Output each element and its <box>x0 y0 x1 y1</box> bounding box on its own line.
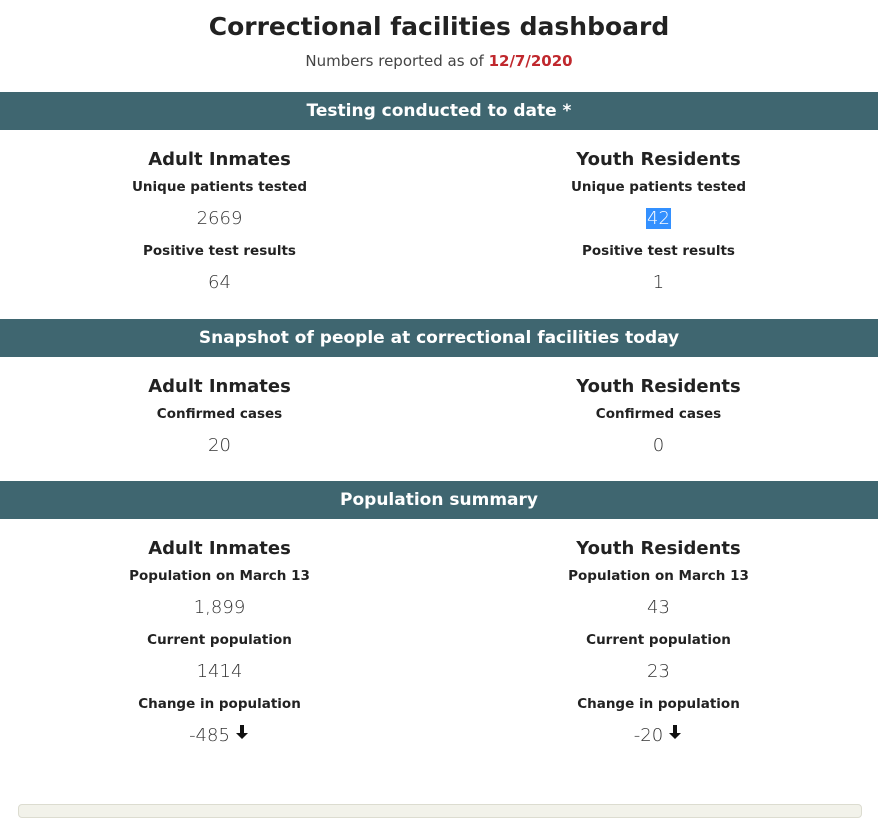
testing-section-header: Testing conducted to date * <box>0 92 878 130</box>
population-adult-column <box>0 534 439 756</box>
testing-adult-column <box>0 145 439 303</box>
population-adult-change-value: -485 <box>189 725 230 746</box>
testing-adult-tested-label: Unique patients tested <box>131 179 308 195</box>
snapshot-youth-column <box>439 372 878 466</box>
testing-youth-tested-value[interactable]: 42 <box>647 208 670 229</box>
testing-youth-positive-value: 1 <box>652 272 665 293</box>
population-adult-march-label: Population on March 13 <box>129 568 310 584</box>
testing-adult-positive-label: Positive test results <box>143 243 296 259</box>
population-adult-title: Adult Inmates <box>148 538 291 559</box>
population-youth-march-label: Population on March 13 <box>568 568 749 584</box>
arrow-down-icon <box>667 715 683 755</box>
snapshot-section <box>0 319 878 481</box>
population-adult-change-row <box>0 716 439 756</box>
population-adult-current-value: 1414 <box>196 661 243 682</box>
population-youth-march-value: 43 <box>647 597 670 618</box>
population-adult-current-label: Current population <box>147 632 292 648</box>
testing-youth-column <box>439 145 878 303</box>
testing-youth-tested-label: Unique patients tested <box>570 179 747 195</box>
snapshot-adult-cases-label: Confirmed cases <box>156 406 283 422</box>
population-youth-change-label: Change in population <box>577 696 740 712</box>
population-youth-current-value: 23 <box>647 661 670 682</box>
population-youth-change-row <box>439 716 878 756</box>
population-youth-current-label: Current population <box>586 632 731 648</box>
subtitle-prefix: Numbers reported as of <box>305 52 484 70</box>
report-date-line <box>0 50 878 72</box>
testing-section <box>0 92 878 319</box>
testing-adult-positive-value: 64 <box>208 272 231 293</box>
snapshot-adult-title: Adult Inmates <box>148 376 291 397</box>
page-title: Correctional facilities dashboard <box>208 12 670 41</box>
testing-youth-tested-value-wrap <box>439 199 878 239</box>
testing-adult-title: Adult Inmates <box>148 149 291 170</box>
population-youth-column <box>439 534 878 756</box>
snapshot-youth-cases-value: 0 <box>652 435 665 456</box>
population-youth-title: Youth Residents <box>576 538 741 559</box>
report-date: 12/7/2020 <box>488 52 573 70</box>
population-section <box>0 481 878 756</box>
population-youth-change-value: -20 <box>633 725 664 746</box>
snapshot-youth-title: Youth Residents <box>576 376 741 397</box>
arrow-down-icon <box>234 715 250 755</box>
snapshot-section-header: Snapshot of people at correctional facilities today <box>0 319 878 357</box>
footer-panel <box>18 804 862 818</box>
snapshot-adult-column <box>0 372 439 466</box>
snapshot-youth-cases-label: Confirmed cases <box>595 406 722 422</box>
testing-youth-title: Youth Residents <box>576 149 741 170</box>
population-adult-march-value: 1,899 <box>193 597 246 618</box>
testing-youth-positive-label: Positive test results <box>582 243 735 259</box>
population-section-header: Population summary <box>0 481 878 519</box>
population-adult-change-label: Change in population <box>138 696 301 712</box>
testing-adult-tested-value: 2669 <box>196 208 243 229</box>
snapshot-adult-cases-value: 20 <box>208 435 231 456</box>
